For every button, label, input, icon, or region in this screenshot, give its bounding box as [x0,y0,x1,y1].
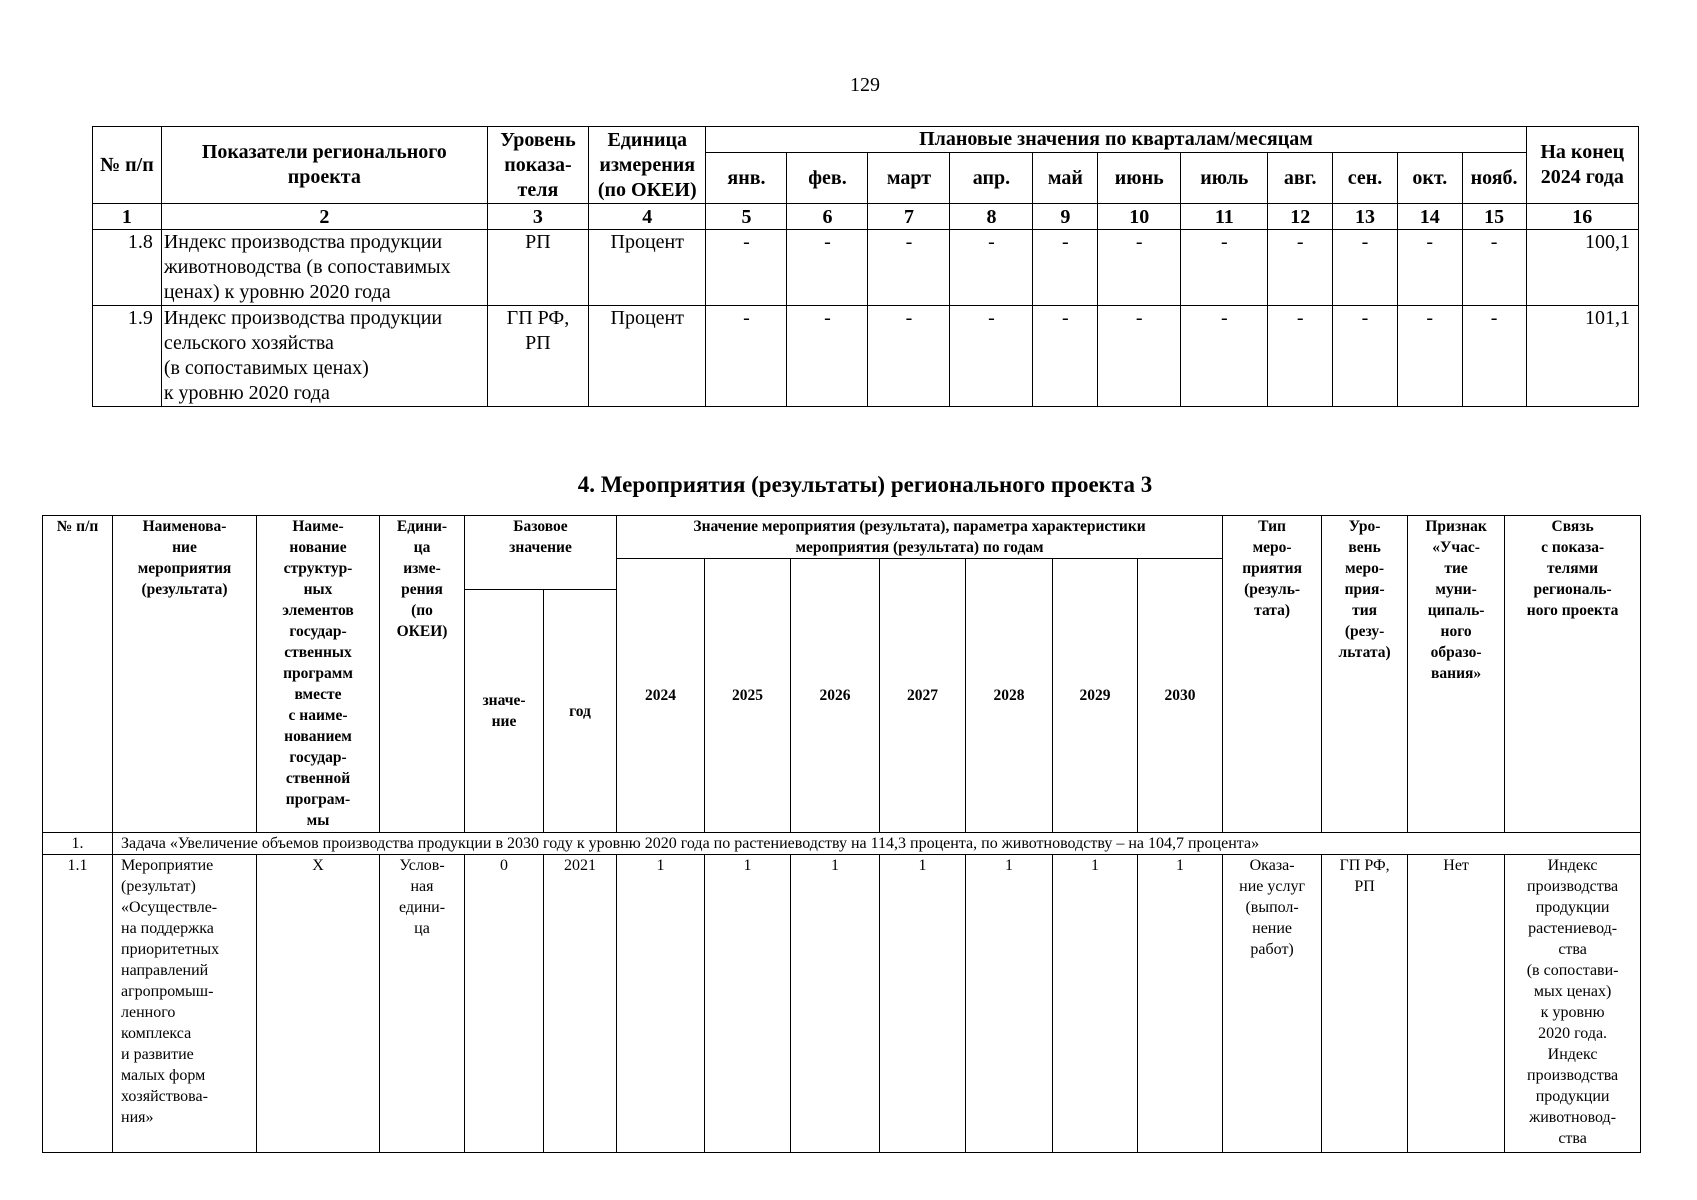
text-line: ГП РФ, [506,307,570,329]
text-line: ОКЕИ) [396,623,448,640]
text-line: (выпол- [1245,899,1299,916]
header-month: фев. [787,153,868,204]
table-row [43,855,1641,1153]
text-line: нованием [284,728,352,745]
text-line: ства [1558,941,1587,958]
text-line: Уро- [1348,518,1381,535]
text-line: льтата) [1338,644,1391,661]
text-line: Оказа- [1249,857,1295,874]
text-line: прия- [1344,581,1385,598]
text-line: телями [1547,560,1599,577]
text-line: вания» [1431,665,1482,682]
header-num: № п/п [93,127,162,204]
row-base-value: 0 [465,855,544,1153]
text-line: тие [1444,560,1468,577]
measures-table [42,515,1641,1153]
row-level [487,306,588,407]
text-line: ние [172,539,197,556]
header-year: 2030 [1138,559,1223,833]
text-line: 2020 года. [1538,1025,1608,1042]
column-number: 13 [1333,204,1398,230]
text-line: Наиме- [292,518,344,535]
column-number: 2 [161,204,487,230]
row-month-value: - [868,230,950,306]
text-line: тия [1352,602,1378,619]
text-line: ние услуг [1239,878,1306,895]
text-line: ственной [285,770,351,787]
row-month-value: - [1268,306,1333,407]
text-line: РП [1354,878,1375,895]
header-sign [1408,516,1505,833]
row-month-value: - [706,306,787,407]
header-month: апр. [950,153,1033,204]
text-line: нование [289,539,347,556]
row-base-year: 2021 [544,855,617,1153]
text-line: (в сопостави- [1526,962,1619,979]
row-unit [380,855,465,1153]
row-link [1505,855,1641,1153]
header-values [617,516,1223,559]
header-year: 2024 [617,559,705,833]
text-line: с показа- [1541,539,1605,556]
header-month: янв. [706,153,787,204]
header-end: На конец 2024 года [1526,127,1638,204]
section-title: 4. Мероприятия (результаты) регионального проекта 3 [577,472,1153,497]
row-month-value: - [1098,306,1181,407]
row-month-value: - [950,230,1033,306]
text-line: приоритетных [121,941,220,958]
text-line: ГП РФ, [1339,857,1390,874]
row-struct: Х [257,855,380,1153]
text-line: Индекс производства продукции [163,231,443,253]
row-month-value: - [1333,230,1398,306]
text-line: муни- [1435,581,1477,598]
text-line: животноводства (в сопоставимых [163,256,451,278]
header-level [1322,516,1408,833]
text-line: агропромыш- [121,983,214,1000]
row-indicator [161,230,487,306]
text-line: (в сопоставимых ценах) [163,357,369,379]
table-row [93,230,1639,306]
text-line: ние [491,713,517,730]
row-month-value: - [787,230,868,306]
header-month: март [868,153,950,204]
text-line: производства [1527,1067,1619,1084]
text-line: мероприятия [137,560,232,577]
row-year-value: 1 [1138,855,1223,1153]
row-month-value: - [1462,306,1526,407]
text-line: продукции [1535,1088,1610,1105]
row-month-value: - [1462,230,1526,306]
header-year: 2027 [880,559,966,833]
row-num: 1.1 [43,855,113,1153]
text-line: государ- [289,623,347,640]
text-line: тата) [1254,602,1291,619]
text-line: програм- [285,791,351,808]
text-line: (по [411,602,433,619]
row-month-value: - [1033,306,1098,407]
row-num: 1.8 [93,230,162,306]
text-line: сельского хозяйства [163,332,334,354]
header-month: июнь [1098,153,1181,204]
header-unit [380,516,465,833]
text-line: растениевод- [1528,920,1618,937]
row-month-value: - [706,230,787,306]
row-month-value: - [950,306,1033,407]
column-number: 5 [706,204,787,230]
text-line: ценах) к уровню 2020 года [163,281,391,303]
header-struct [257,516,380,833]
column-number: 4 [589,204,706,230]
row-end-value: 100,1 [1526,230,1638,306]
column-number: 7 [868,204,950,230]
row-month-value: - [787,306,868,407]
column-number: 9 [1033,204,1098,230]
column-number: 15 [1462,204,1526,230]
text-line: Наименова- [142,518,227,535]
text-line: продукции [1535,899,1610,916]
text-line: РП [525,332,551,354]
text-line: мероприятия (результата) по годам [795,539,1044,556]
header-month: окт. [1397,153,1462,204]
row-num: 1.9 [93,306,162,407]
text-line: вень [1348,539,1381,556]
text-line: Индекс [1547,857,1598,874]
text-line: (резу- [1344,623,1385,640]
text-line: региональ- [1533,581,1612,598]
row-unit: Процент [589,230,706,306]
row-indicator [161,306,487,407]
indicators-table [92,126,1639,407]
text-line: хозяйствова- [121,1088,208,1105]
text-line: образо- [1430,644,1482,661]
text-line: ных [303,581,333,598]
text-line: ленного [121,1004,176,1021]
page-number: 129 [850,74,880,96]
row-level [1322,855,1408,1153]
text-line: меро- [1345,560,1385,577]
column-number: 16 [1526,204,1638,230]
text-line: ца [413,539,431,556]
row-year-value: 1 [617,855,705,1153]
text-line: к уровню 2020 года [163,382,330,404]
row-month-value: - [1098,230,1181,306]
text-line: РП [525,231,551,253]
text-line: приятия [1242,560,1302,577]
header-level: Уровень показа-теля [487,127,588,204]
header-year: 2029 [1053,559,1138,833]
row-month-value: - [1397,306,1462,407]
header-base-value [465,590,544,833]
header-year: 2028 [966,559,1053,833]
task-text: Задача «Увеличение объемов производства продукции в 2030 году к уровню 2020 года по растениеводству на 114,3 процента, по животноводству – на 104,7 процента» [113,833,1641,855]
text-line: Индекс производства продукции [163,307,443,329]
text-line: ния» [121,1109,154,1126]
text-line: комплекса [121,1025,192,1042]
row-type [1223,855,1322,1153]
column-number: 11 [1181,204,1268,230]
text-line: государ- [289,749,347,766]
header-unit: Единица измерения (по ОКЕИ) [589,127,706,204]
row-end-value: 101,1 [1526,306,1638,407]
text-line: Индекс [1547,1046,1598,1063]
text-line: вместе [294,686,342,703]
text-line: Признак [1425,518,1487,535]
text-line: малых форм [121,1067,206,1084]
column-number: 8 [950,204,1033,230]
text-line: Услов- [399,857,445,874]
column-number: 1 [93,204,162,230]
text-line: ципаль- [1427,602,1485,619]
header-year: 2026 [791,559,880,833]
text-line: ного [1440,623,1472,640]
row-year-value: 1 [705,855,791,1153]
text-line: изме- [403,560,441,577]
row-month-value: - [1181,306,1268,407]
text-line: Едини- [396,518,448,535]
text-line: работ) [1250,941,1294,958]
row-month-value: - [1181,230,1268,306]
task-num: 1. [43,833,113,855]
row-unit: Процент [589,306,706,407]
text-line: ного проекта [1526,602,1619,619]
text-line: Мероприятие [121,857,214,874]
text-line: направлений [121,962,209,979]
text-line: производства [1527,878,1619,895]
row-month-value: - [1268,230,1333,306]
text-line: значе- [482,692,526,709]
header-month: сен. [1333,153,1398,204]
text-line: Значение мероприятия (результата), параметра характеристики [693,518,1146,535]
text-line: «Учас- [1432,539,1480,556]
table-row [93,306,1639,407]
text-line: Связь [1551,518,1594,535]
text-line: рения [401,581,443,598]
text-line: (результата) [141,581,228,598]
header-year: 2025 [705,559,791,833]
text-line: (результат) [121,878,196,895]
text-line: ства [1558,1130,1587,1147]
column-number: 10 [1098,204,1181,230]
header-name [113,516,257,833]
column-number: 14 [1397,204,1462,230]
text-line: мы [306,812,330,829]
row-year-value: 1 [1053,855,1138,1153]
row-sign: Нет [1408,855,1505,1153]
text-line: меро- [1252,539,1292,556]
header-base-year: год [544,590,617,833]
text-line: ная [410,878,434,895]
text-line: ца [414,920,430,937]
text-line: Тип [1258,518,1286,535]
row-level [487,230,588,306]
text-line: мых ценах) [1533,983,1612,1000]
text-line: и развитие [121,1046,194,1063]
text-line: животновод- [1529,1109,1617,1126]
text-line: «Осуществле- [121,899,218,916]
text-line: элементов [282,602,354,619]
text-line: (резуль- [1244,581,1301,598]
header-month: нояб. [1462,153,1526,204]
row-month-value: - [1397,230,1462,306]
row-month-value: - [868,306,950,407]
column-number: 6 [787,204,868,230]
text-line: ственных [284,644,352,661]
text-line: к уровню [1540,1004,1605,1021]
header-plan: Плановые значения по кварталам/месяцам [706,127,1526,153]
header-base: Базовое значение [465,516,617,590]
row-month-value: - [1033,230,1098,306]
header-num: № п/п [43,516,113,833]
header-type [1223,516,1322,833]
text-line: программ [283,665,353,682]
header-month: май [1033,153,1098,204]
row-name [113,855,257,1153]
header-month: июль [1181,153,1268,204]
header-link [1505,516,1641,833]
row-year-value: 1 [966,855,1053,1153]
column-number: 3 [487,204,588,230]
header-month: авг. [1268,153,1333,204]
text-line: едини- [398,899,446,916]
column-number: 12 [1268,204,1333,230]
text-line: на поддержка [121,920,214,937]
text-line: нение [1252,920,1293,937]
text-line: с наиме- [288,707,348,724]
row-year-value: 1 [880,855,966,1153]
row-year-value: 1 [791,855,880,1153]
header-indicator: Показатели регионального проекта [161,127,487,204]
text-line: структур- [283,560,353,577]
row-month-value: - [1333,306,1398,407]
